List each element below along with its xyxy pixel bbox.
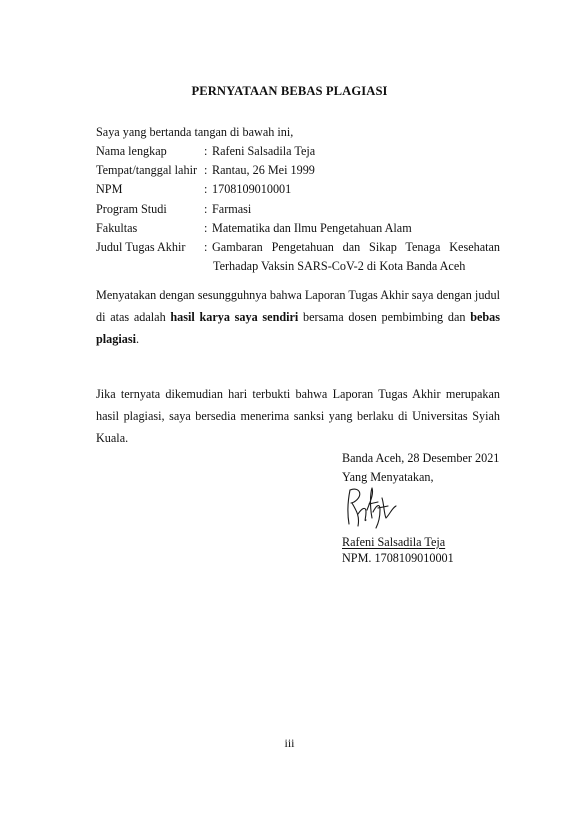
field-colon: : — [204, 240, 208, 255]
thesis-title-line2: Terhadap Vaksin SARS-CoV-2 di Kota Banda Aceh — [213, 259, 466, 274]
signature-header — [342, 449, 499, 488]
page-number: iii — [284, 736, 295, 750]
sanction-paragraph: Jika ternyata dikemudian hari terbukti bahwa Laporan Tugas Akhir merupakan hasil plagiasi, saya bersedia menerima sanksi yang berlaku di Universitas Syiah Kuala. — [96, 387, 500, 445]
field-colon: : — [204, 144, 208, 158]
signatory-npm: NPM. 1708109010001 — [342, 551, 454, 565]
signatory — [342, 534, 454, 566]
declaration-text: . — [135, 331, 140, 346]
page-title: PERNYATAAN BEBAS PLAGIASI — [191, 84, 388, 98]
field-label: Fakultas — [96, 220, 138, 235]
signatory-name: Rafeni Salsadila Teja — [342, 535, 446, 549]
field-value: Rantau, 26 Mei 1999 — [212, 163, 315, 178]
field-value: Farmasi — [212, 201, 252, 216]
field-value: Rafeni Salsadila Teja — [212, 144, 316, 158]
thesis-title-line1: Gambaran Pengetahuan dan Sikap Tenaga Kesehatan — [212, 240, 500, 255]
declaration-emphasis: hasil karya saya sendiri — [170, 309, 299, 324]
statement-label: Yang Menyatakan, — [342, 470, 434, 485]
field-colon: : — [204, 201, 208, 216]
field-row-npm — [96, 180, 500, 199]
declaration-text: bersama dosen pembimbing dan — [298, 309, 471, 324]
identity-fields — [96, 142, 500, 276]
field-value: Matematika dan Ilmu Pengetahuan Alam — [212, 220, 412, 235]
field-label: Tempat/tanggal lahir — [96, 163, 198, 178]
declaration-emphasis: bebas plagiasi — [96, 309, 500, 346]
place-date: Banda Aceh, 28 Desember 2021 — [342, 451, 500, 465]
intro-text: Saya yang bertanda tangan di bawah ini, — [96, 125, 294, 139]
field-label: Judul Tugas Akhir — [96, 240, 186, 255]
handwritten-signature-icon — [342, 484, 400, 534]
declaration-text: Menyatakan dengan sesungguhnya bahwa Laporan Tugas Akhir saya dengan judul di atas adalah — [96, 288, 500, 324]
field-label: NPM — [96, 182, 123, 197]
field-colon: : — [204, 182, 208, 197]
field-row-nama — [96, 142, 500, 161]
field-colon: : — [204, 163, 208, 178]
field-row-prodi — [96, 200, 500, 219]
field-row-judul — [96, 238, 500, 276]
declaration-paragraph — [96, 285, 500, 350]
field-label: Program Studi — [96, 201, 167, 216]
field-value — [212, 238, 500, 276]
field-row-fakultas — [96, 219, 500, 238]
field-label: Nama lengkap — [96, 144, 167, 158]
field-colon: : — [204, 220, 208, 235]
field-value: 1708109010001 — [212, 182, 292, 197]
field-row-ttl — [96, 161, 500, 180]
